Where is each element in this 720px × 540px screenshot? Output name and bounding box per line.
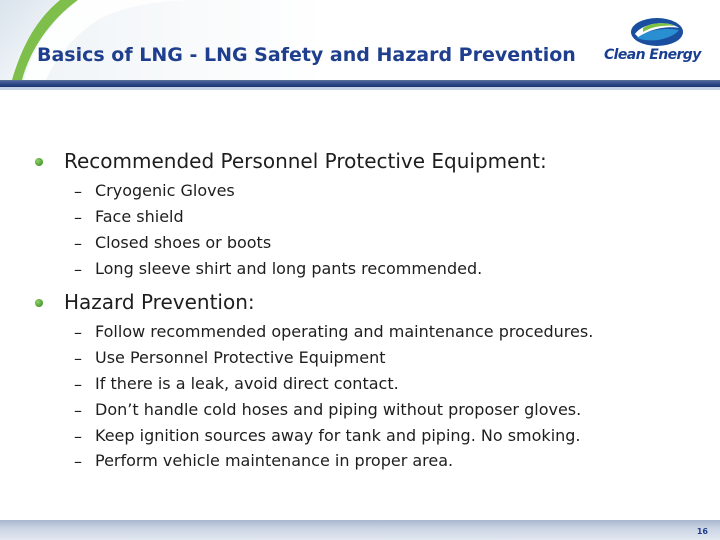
dash-marker: – <box>74 182 82 201</box>
dash-marker: – <box>74 349 82 368</box>
dash-marker: – <box>74 401 82 420</box>
list-item: Closed shoes or boots <box>95 233 272 252</box>
dash-marker: – <box>74 427 82 446</box>
dash-marker: – <box>74 260 82 279</box>
list-item: If there is a leak, avoid direct contact. <box>95 374 399 393</box>
dash-marker: – <box>74 208 82 227</box>
dash-marker: – <box>74 234 82 253</box>
list-item: Keep ignition sources away for tank and piping. No smoking. <box>95 426 581 445</box>
dash-marker: – <box>74 375 82 394</box>
slide-footer <box>0 520 720 540</box>
dash-marker: – <box>74 323 82 342</box>
page-number: 16 <box>696 527 708 536</box>
list-item: Use Personnel Protective Equipment <box>95 348 386 367</box>
logo-text: Clean Energy <box>604 47 701 63</box>
slide-title: Basics of LNG - LNG Safety and Hazard Prevention <box>37 44 576 66</box>
section-heading: Hazard Prevention: <box>64 290 255 314</box>
bullet-dot-icon <box>35 158 43 166</box>
dash-marker: – <box>74 452 82 471</box>
list-item: Follow recommended operating and maintenance procedures. <box>95 322 594 341</box>
bullet-dot-icon <box>35 299 43 307</box>
list-item: Long sleeve shirt and long pants recommended. <box>95 259 483 278</box>
list-item: Face shield <box>95 207 184 226</box>
list-item: Don’t handle cold hoses and piping without proposer gloves. <box>95 400 582 419</box>
list-item: Cryogenic Gloves <box>95 181 235 200</box>
list-item: Perform vehicle maintenance in proper area. <box>95 451 454 470</box>
section-heading: Recommended Personnel Protective Equipment: <box>64 149 547 173</box>
